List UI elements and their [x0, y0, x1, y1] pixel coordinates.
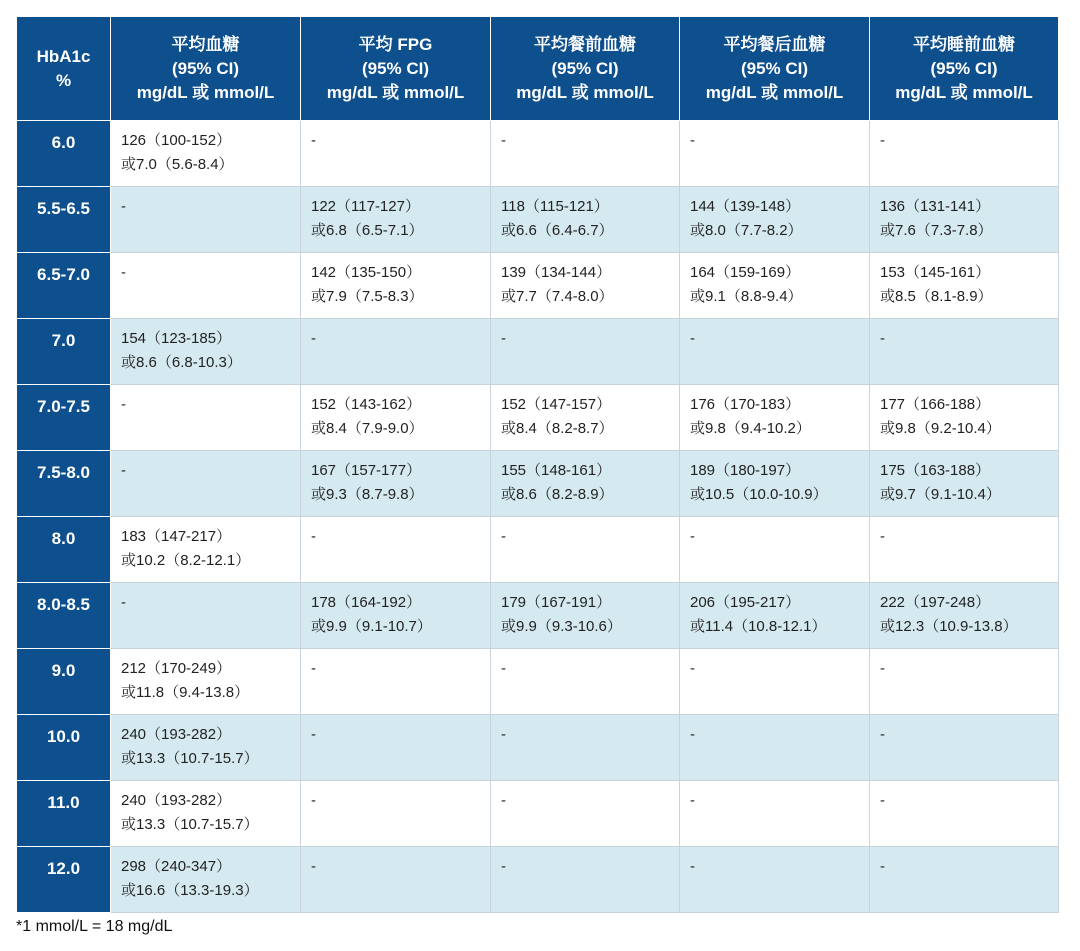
table-cell: [870, 847, 1059, 913]
cell-line: 298（240-347）: [121, 858, 232, 875]
table-cell: [301, 121, 491, 187]
table-cell: [491, 121, 680, 187]
cell-line: 206（195-217）: [690, 594, 801, 611]
table-cell: [301, 187, 491, 253]
table-cell: [111, 715, 301, 781]
table-cell: [870, 187, 1059, 253]
cell-line: -: [311, 792, 316, 809]
header-line: 平均睡前血糖: [913, 34, 1015, 54]
hba1c-glucose-table: [16, 16, 1059, 913]
table-cell: [491, 583, 680, 649]
cell-line: 152（143-162）: [311, 396, 422, 413]
table-cell: [870, 517, 1059, 583]
cell-line: 或10.2（8.2-12.1）: [121, 552, 251, 569]
cell-line: 152（147-157）: [501, 396, 612, 413]
cell-line: 212（170-249）: [121, 660, 232, 677]
row-hba1c-label: 6.5-7.0: [17, 253, 111, 319]
header-line: 平均血糖: [171, 34, 240, 54]
cell-line: 或8.4（7.9-9.0）: [311, 420, 424, 437]
cell-line: 或10.5（10.0-10.9）: [690, 486, 828, 503]
table-cell: [301, 847, 491, 913]
cell-line: -: [880, 858, 885, 875]
table-cell: [301, 583, 491, 649]
cell-line: -: [121, 396, 126, 413]
cell-line: 或8.6（8.2-8.9）: [501, 486, 614, 503]
table-cell: [680, 583, 870, 649]
table-cell: [870, 781, 1059, 847]
cell-line: 177（166-188）: [880, 396, 991, 413]
header-hba1c: [17, 17, 111, 121]
table-row: [17, 121, 1059, 187]
header-line: (95% CI): [930, 58, 998, 78]
header-line: (95% CI): [171, 58, 240, 78]
table-cell: [680, 451, 870, 517]
cell-line: -: [121, 462, 126, 479]
table-row: [17, 253, 1059, 319]
cell-line: -: [311, 330, 316, 347]
cell-line: 或9.9（9.1-10.7）: [311, 618, 432, 635]
cell-line: 144（139-148）: [690, 198, 801, 215]
cell-line: -: [690, 726, 695, 743]
table-cell: [491, 319, 680, 385]
row-hba1c-label: 10.0: [17, 715, 111, 781]
table-cell: [680, 847, 870, 913]
cell-line: 或12.3（10.9-13.8）: [880, 618, 1018, 635]
cell-line: -: [121, 198, 126, 215]
cell-line: -: [690, 858, 695, 875]
header-line: mg/dL 或 mmol/L: [705, 82, 844, 102]
cell-line: 155（148-161）: [501, 462, 612, 479]
cell-line: -: [311, 858, 316, 875]
cell-line: 142（135-150）: [311, 264, 422, 281]
cell-line: -: [880, 792, 885, 809]
cell-line: 240（193-282）: [121, 792, 232, 809]
table-cell: [491, 385, 680, 451]
table-cell: [680, 517, 870, 583]
row-hba1c-label: 7.0-7.5: [17, 385, 111, 451]
row-hba1c-label: 8.0-8.5: [17, 583, 111, 649]
table-row: [17, 781, 1059, 847]
cell-line: -: [311, 132, 316, 149]
cell-line: -: [690, 528, 695, 545]
cell-line: 或8.0（7.7-8.2）: [690, 222, 803, 239]
cell-line: -: [690, 660, 695, 677]
table-cell: [870, 253, 1059, 319]
cell-line: -: [501, 330, 506, 347]
cell-line: 或9.3（8.7-9.8）: [311, 486, 424, 503]
table-cell: [680, 715, 870, 781]
table-cell: [680, 121, 870, 187]
cell-line: 或9.1（8.8-9.4）: [690, 288, 803, 305]
table-cell: [491, 847, 680, 913]
table-cell: [301, 715, 491, 781]
table-cell: [301, 517, 491, 583]
table-row: [17, 385, 1059, 451]
cell-line: -: [501, 660, 506, 677]
table-cell: [870, 451, 1059, 517]
header-line: mg/dL 或 mmol/L: [516, 82, 654, 102]
header-line: mg/dL 或 mmol/L: [326, 82, 465, 102]
cell-line: 164（159-169）: [690, 264, 801, 281]
cell-line: -: [690, 132, 695, 149]
table-cell: [111, 253, 301, 319]
table-cell: [301, 253, 491, 319]
table-cell: [491, 253, 680, 319]
cell-line: 153（145-161）: [880, 264, 991, 281]
header-line: 平均餐后血糖: [723, 34, 826, 54]
cell-line: -: [880, 726, 885, 743]
cell-line: -: [690, 792, 695, 809]
cell-line: 或9.8（9.4-10.2）: [690, 420, 811, 437]
cell-line: -: [121, 264, 126, 281]
cell-line: 或13.3（10.7-15.7）: [121, 816, 259, 833]
header-line: 平均 FPG: [358, 34, 433, 54]
footnote: *1 mmol/L = 18 mg/dL: [16, 918, 173, 935]
cell-line: 240（193-282）: [121, 726, 232, 743]
cell-line: 175（163-188）: [880, 462, 991, 479]
table-cell: [111, 649, 301, 715]
table-cell: [680, 781, 870, 847]
cell-line: -: [311, 660, 316, 677]
row-hba1c-label: 12.0: [17, 847, 111, 913]
cell-line: 或6.8（6.5-7.1）: [311, 222, 424, 239]
table-cell: [111, 781, 301, 847]
header-line: HbA1c: [36, 46, 91, 66]
header-column-4: [680, 17, 870, 121]
table-body: [17, 121, 1059, 913]
cell-line: 189（180-197）: [690, 462, 801, 479]
table-cell: [111, 121, 301, 187]
cell-line: 或7.6（7.3-7.8）: [880, 222, 993, 239]
cell-line: -: [880, 330, 885, 347]
row-hba1c-label: 8.0: [17, 517, 111, 583]
cell-line: 或13.3（10.7-15.7）: [121, 750, 259, 767]
table-cell: [491, 715, 680, 781]
header-column-1: [111, 17, 301, 121]
cell-line: -: [880, 132, 885, 149]
cell-line: 154（123-185）: [121, 330, 232, 347]
header-line: (95% CI): [740, 58, 809, 78]
cell-line: -: [880, 528, 885, 545]
cell-line: 167（157-177）: [311, 462, 422, 479]
row-hba1c-label: 7.0: [17, 319, 111, 385]
cell-line: 118（115-121）: [501, 198, 609, 215]
table-cell: [491, 649, 680, 715]
table-cell: [111, 517, 301, 583]
cell-line: -: [311, 528, 316, 545]
row-hba1c-label: 11.0: [17, 781, 111, 847]
cell-line: 或9.8（9.2-10.4）: [880, 420, 1001, 437]
table-cell: [491, 187, 680, 253]
cell-line: 或9.7（9.1-10.4）: [880, 486, 1001, 503]
cell-line: 或11.4（10.8-12.1）: [690, 618, 827, 635]
table-cell: [870, 385, 1059, 451]
table-row: [17, 649, 1059, 715]
header-line: mg/dL 或 mmol/L: [895, 82, 1033, 102]
table-cell: [111, 187, 301, 253]
table-row: [17, 715, 1059, 781]
header-column-2: [301, 17, 491, 121]
table-cell: [680, 319, 870, 385]
cell-line: 178（164-192）: [311, 594, 422, 611]
cell-line: -: [880, 660, 885, 677]
table-cell: [111, 319, 301, 385]
table-cell: [111, 847, 301, 913]
cell-line: -: [501, 528, 506, 545]
cell-line: 或8.5（8.1-8.9）: [880, 288, 993, 305]
row-hba1c-label: 6.0: [17, 121, 111, 187]
table-cell: [680, 253, 870, 319]
cell-line: 139（134-144）: [501, 264, 612, 281]
table-cell: [111, 385, 301, 451]
cell-line: 或11.8（9.4-13.8）: [121, 684, 250, 701]
row-hba1c-label: 7.5-8.0: [17, 451, 111, 517]
table-cell: [491, 781, 680, 847]
cell-line: -: [311, 726, 316, 743]
table-cell: [301, 649, 491, 715]
table-cell: [111, 451, 301, 517]
table-cell: [870, 583, 1059, 649]
header-row: [17, 17, 1059, 121]
cell-line: 或7.7（7.4-8.0）: [501, 288, 614, 305]
header-line: (95% CI): [361, 58, 430, 78]
table-cell: [680, 649, 870, 715]
table-cell: [870, 121, 1059, 187]
cell-line: 或7.0（5.6-8.4）: [121, 156, 234, 173]
cell-line: 126（100-152）: [121, 132, 232, 149]
header-line: %: [55, 70, 72, 90]
table-row: [17, 583, 1059, 649]
header-column-5: [870, 17, 1059, 121]
table-cell: [301, 319, 491, 385]
cell-line: -: [501, 132, 506, 149]
table-cell: [680, 385, 870, 451]
cell-line: 或8.4（8.2-8.7）: [501, 420, 614, 437]
cell-line: -: [501, 858, 506, 875]
row-hba1c-label: 5.5-6.5: [17, 187, 111, 253]
table-cell: [111, 583, 301, 649]
cell-line: 或16.6（13.3-19.3）: [121, 882, 259, 899]
row-hba1c-label: 9.0: [17, 649, 111, 715]
table-header: [17, 17, 1059, 121]
header-line: mg/dL 或 mmol/L: [136, 82, 275, 102]
table-cell: [301, 781, 491, 847]
cell-line: -: [121, 594, 126, 611]
cell-line: -: [501, 792, 506, 809]
cell-line: 183（147-217）: [121, 528, 232, 545]
header-line: 平均餐前血糖: [534, 34, 636, 54]
cell-line: 179（167-191）: [501, 594, 612, 611]
cell-line: 222（197-248）: [880, 594, 991, 611]
table-row: [17, 517, 1059, 583]
table-row: [17, 319, 1059, 385]
table-cell: [870, 715, 1059, 781]
cell-line: 176（170-183）: [690, 396, 801, 413]
cell-line: 或8.6（6.8-10.3）: [121, 354, 242, 371]
cell-line: 或9.9（9.3-10.6）: [501, 618, 622, 635]
table-cell: [680, 187, 870, 253]
table-cell: [491, 517, 680, 583]
header-line: (95% CI): [551, 58, 619, 78]
header-column-3: [491, 17, 680, 121]
table-row: [17, 451, 1059, 517]
cell-line: 或6.6（6.4-6.7）: [501, 222, 614, 239]
cell-line: -: [690, 330, 695, 347]
table-cell: [870, 319, 1059, 385]
cell-line: 或7.9（7.5-8.3）: [311, 288, 424, 305]
table-cell: [870, 649, 1059, 715]
table-cell: [491, 451, 680, 517]
cell-line: 122（117-127）: [311, 198, 420, 215]
table-row: [17, 187, 1059, 253]
cell-line: 136（131-141）: [880, 198, 991, 215]
table-row: [17, 847, 1059, 913]
table-cell: [301, 385, 491, 451]
table-cell: [301, 451, 491, 517]
cell-line: -: [501, 726, 506, 743]
